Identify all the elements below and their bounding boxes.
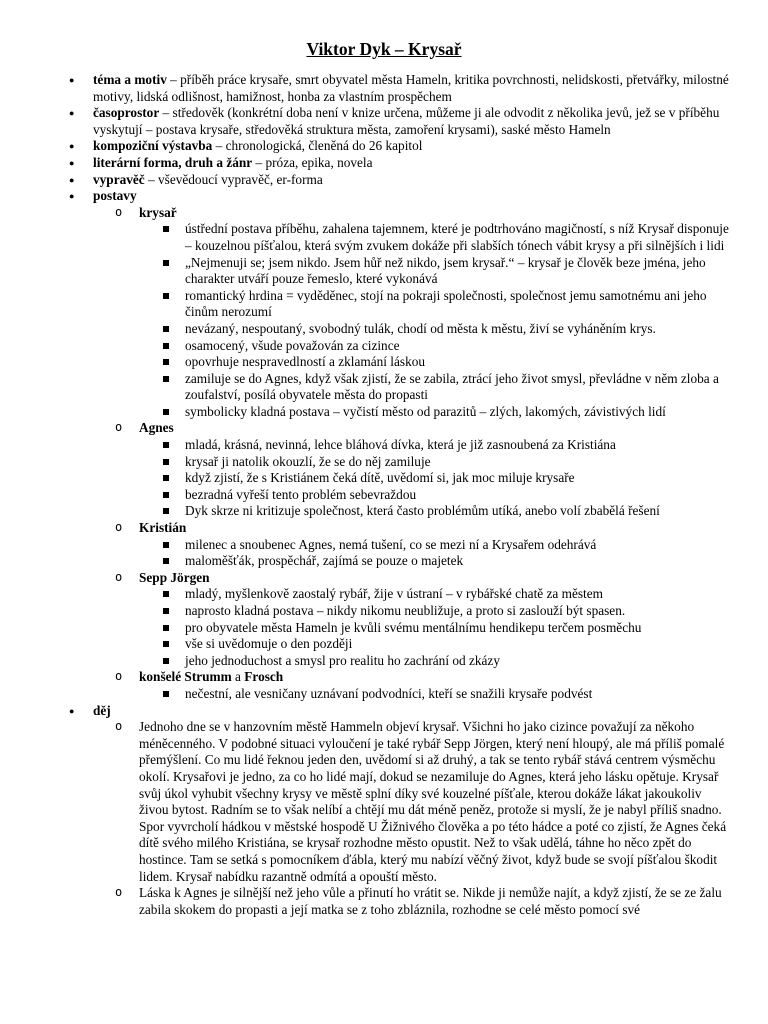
trait-item: ústřední postava příběhu, zahalena tajemnem, které je podtrhováno magičností, s níž Krysař disponuje – kouzelnou píšťalou, která svým zvukem dokáže při slabších tónech vábit krysy a při silnějších i lidi — [185, 221, 733, 254]
trait-item: nevázaný, nespoutaný, svobodný tulák, chodí od města k městu, živí se vyháněním krys. — [185, 321, 733, 338]
trait-item: vše si uvědomuje o den později — [185, 636, 733, 653]
trait-item: když zjistí, že s Kristiánem čeká dítě, uvědomí si, jak moc miluje krysaře — [185, 470, 733, 487]
list-item-postavy — [93, 188, 733, 702]
character-name: Sepp Jörgen — [139, 569, 210, 585]
character-konsele — [139, 669, 733, 702]
trait-item: maloměšťák, prospěchář, zajímá se pouze o majetek — [185, 553, 733, 570]
plot-paragraph: o Jednoho dne se v hanzovním městě Hammeln objeví krysař. Všichni ho jako cizince považují za někoho méněcenného. V podobné situaci vyloučení je také rybář Sepp Jörgen, který není hloupý, ale má příliš pomalé přemýšlení. Co mu lidé řeknou jeden den, uvědomí si až druhý, a tak se tento rybář stává centrem výsměchu okolí. Krysařovi je jedno, za co ho lidé mají, dokud se nezamiluje do Agnes, která jeho lásku opětuje. Krysař svůj úkol vyhubit všechny krysy ve městě splní díky své kouzelné píšťale, kterou dokáže lákat jakoukoliv živou bytost. Radním se to však nelíbí a chtějí mu dát méně peněz, protože si myslí, že je nabyl příliš snadno. Spor vyvrcholí hádkou v městské hospodě U Žižnivého člověka a po této hádce a poté co zjistí, že Agnes čeká dítě svého milého Kristiána, se krysař rozhodne město opustit. Než to však udělá, táhne ho něco zpět do hostince. Tam se setká s pomocníkem ďábla, který mu nabízí věčný život, když bude se svojí píšťalou škodit lidem. Krysař nabídku razantně odmítá a opouští město. — [139, 719, 733, 885]
trait-item: pro obyvatele města Hameln je kvůli svému mentálnímu hendikepu terčem posměchu — [185, 620, 733, 637]
trait-list — [185, 686, 733, 703]
list-item — [93, 172, 733, 189]
trait-item: mladý, myšlenkově zaostalý rybář, žije v ústraní – v rybářské chatě za městem — [185, 586, 733, 603]
item-text: – chronologická, členěná do 26 kapitol — [212, 138, 423, 154]
character-agnes — [139, 420, 733, 520]
character-kristian — [139, 520, 733, 570]
item-term: časoprostor — [93, 105, 160, 121]
trait-item: symbolicky kladná postava – vyčistí město od parazitů – zlých, lakomých, závistivých lidí — [185, 404, 733, 421]
item-text: – příběh práce krysaře, smrt obyvatel města Hameln, kritika povrchnosti, nelidskosti, přetvářky, milostné motivy, lidská odlišnost, hamižnost, honba za vlastním prospěchem — [93, 72, 729, 104]
plot-paragraph: o Láska k Agnes je silnější než jeho vůle a přinutí ho vrátit se. Nikde ji nemůže najít, a když zjistí, že se ze žalu zabila skokem do propasti a její matka se z toho zbláznila, rozhodne se celé město pomocí své — [139, 885, 733, 918]
trait-item: Dyk skrze ni kritizuje společnost, která často problémům utíká, anebo volí zbabělá řešení — [185, 503, 733, 520]
characters-list — [139, 205, 733, 703]
list-item — [93, 155, 733, 172]
character-name: Agnes — [139, 420, 174, 436]
item-term: téma a motiv — [93, 72, 167, 87]
trait-item: milenec a snoubenec Agnes, nemá tušení, co se mezi ní a Krysařem odehrává — [185, 537, 733, 554]
trait-item: krysař ji natolik okouzlí, že se do něj zamiluje — [185, 454, 733, 471]
character-name: konšelé Strumm — [139, 669, 232, 685]
trait-list — [185, 221, 733, 420]
item-text: – středověk (konkrétní doba není v knize určena, můžeme ji ale odvodit z několika jevů, jež se v příběhu vyskytují – postava krysaře, středověká struktura města, zamoření krysami), saské město Hameln — [93, 105, 720, 137]
trait-item: zamiluje se do Agnes, když však zjistí, že se zabila, ztrácí jeho život smysl, převládne v něm zloba a zoufalství, posílá obyvatele města do propasti — [185, 371, 733, 404]
trait-item: „Nejmenuji se; jsem nikdo. Jsem hůř než nikdo, jsem krysař.“ – krysař je člověk beze jména, jeho charakter utváří pouze řemeslo, které vykonává — [185, 255, 733, 288]
trait-item: naprosto kladná postava – nikdy nikomu neubližuje, a proto si zaslouží být spasen. — [185, 603, 733, 620]
list-item — [93, 138, 733, 155]
item-term: vypravěč — [93, 171, 145, 187]
character-name: Kristián — [139, 520, 187, 536]
trait-item: romantický hrdina = vyděděnec, stojí na pokraji společnosti, společnost jemu samotnému ani jeho činům nerozumí — [185, 288, 733, 321]
list-item-dej — [93, 703, 733, 919]
trait-item: nečestní, ale vesničany uznávaní podvodníci, kteří se snažili krysaře podvést — [185, 686, 733, 703]
plot-list — [139, 719, 733, 918]
character-sepp-jorgen — [139, 570, 733, 670]
item-term: postavy — [93, 188, 137, 204]
trait-item: mladá, krásná, nevinná, lehce bláhová dívka, která je již zasnoubená za Kristiána — [185, 437, 733, 454]
list-item — [93, 105, 733, 138]
item-term: děj — [93, 702, 111, 718]
item-term: literární forma, druh a žánr — [93, 154, 253, 170]
trait-item: bezradná vyřeší tento problém sebevraždou — [185, 487, 733, 504]
trait-item: opovrhuje nespravedlností a zklamání láskou — [185, 354, 733, 371]
name-join: a — [231, 669, 245, 685]
character-name-2: Frosch — [244, 669, 284, 685]
main-list — [93, 72, 733, 918]
character-name: krysař — [139, 204, 177, 220]
trait-item: jeho jednoduchost a smysl pro realitu ho zachrání od zkázy — [185, 653, 733, 670]
trait-list — [185, 537, 733, 570]
list-item — [93, 72, 733, 105]
item-text: – próza, epika, novela — [252, 154, 373, 170]
item-term: kompoziční výstavba — [93, 138, 213, 154]
document-title: Viktor Dyk – Krysař — [306, 39, 462, 59]
trait-list — [185, 437, 733, 520]
trait-item: osamocený, všude považován za cizince — [185, 338, 733, 355]
item-text: – vševědoucí vypravěč, er-forma — [144, 171, 323, 187]
trait-list — [185, 586, 733, 669]
character-krysar — [139, 205, 733, 421]
